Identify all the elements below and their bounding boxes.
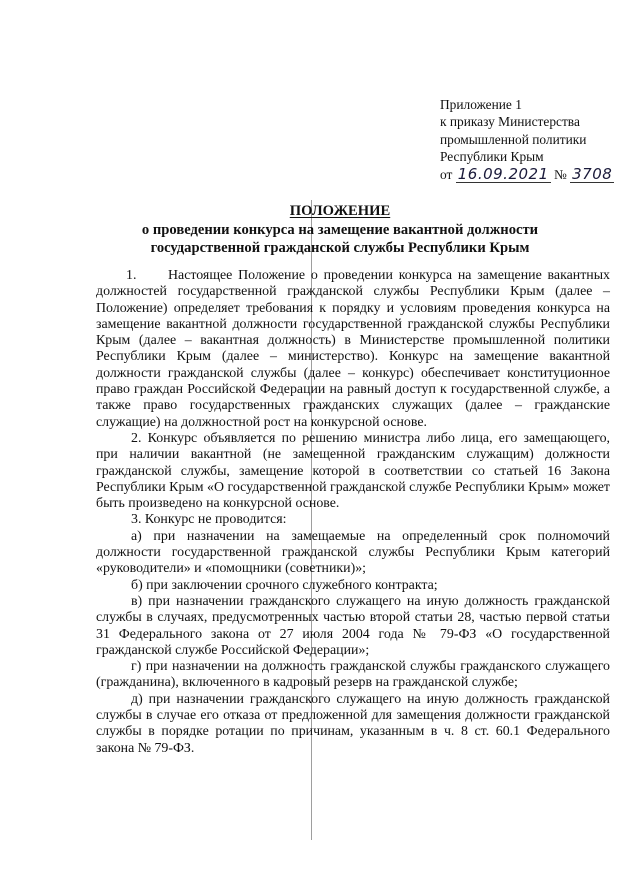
paragraph-3: 3. Конкурс не проводится: [131,512,287,528]
appendix-line-2: к приказу Министерства [440,114,580,130]
appendix-date-line [440,166,630,183]
appendix-line-1: Приложение 1 [440,97,522,112]
paragraph-2: 2. Конкурс объявляется по решению министра либо лица, его замещающего, при наличии вакантной (не замещенной гражданским служащим) должности гражданской службы, замещение которой в соответствии со статьей 16 Закона Республики Крым «О государственной гражданской службе Республики Крым» может быть произведено на конкурсной основе. [96,430,610,512]
title-line-2: о проведении конкурса на замещение вакантной должности [141,221,539,238]
appendix-line-4: Республики Крым [440,149,544,165]
handwritten-date: 16.09.2021 [457,164,549,183]
document-body [96,268,610,757]
appendix-line-3: промышленной политики [440,131,587,147]
paragraph-1 [96,268,610,431]
paragraph-3b: б) при заключении срочного служебного контракта; [131,577,438,593]
date-prefix: от [440,166,453,182]
number-prefix: № [553,166,567,182]
paragraph-1-text: Настоящее Положение о проведении конкурса на замещение вакантных должностей государственной гражданской службы Республики Крым (далее – Положение) определяет требования к порядку и условиям проведения конкурса на замещение вакантной должности государственной гражданской службы Республики Крым (далее – вакантная должность) в Министерстве промышленной политики Республики Крым (далее – министерство). Конкурс на замещение вакантной должности гражданской службы (далее – конкурс) обеспечивает конституционное право граждан Российской Федерации на равный доступ к государственной службе, а также право государственных гражданских служащих (далее – гражданские служащие) на должностной рост на конкурсной основе. [96,268,610,430]
paragraph-1-number: 1. [126,268,137,283]
document-title [60,202,620,258]
title-main: ПОЛОЖЕНИЕ [289,203,391,219]
paragraph-3d: д) при назначении гражданского служащего на иную должность гражданской службы в случае его отказа от предложенной для замещения должности гражданской службы в порядке ротации по причинам, указанным в ч. 8 ст. 60.1 Федерального закона № 79-ФЗ. [96,691,610,756]
paragraph-3a: а) при назначении на замещаемые на определенный срок полномочий должности государственной гражданской службы Республики Крым категорий «руководители» и «помощники (советники)»; [96,528,610,577]
appendix-header [440,96,630,183]
handwritten-number: 3708 [572,164,613,183]
paragraph-3v: в) при назначении гражданского служащего на иную должность гражданской службы в случаях, предусмотренных частью второй статьи 28, частью первой статьи 31 Федерального закона от 27 июля 2004 года № 79-ФЗ «О государственной гражданской службе Российской Федерации»; [96,593,610,658]
title-line-3: государственной гражданской службы Республики Крым [150,240,530,257]
paragraph-3g: г) при назначении на должность гражданской службы гражданского служащего (гражданина), включенного в кадровый резерв на гражданской службе; [96,659,610,691]
